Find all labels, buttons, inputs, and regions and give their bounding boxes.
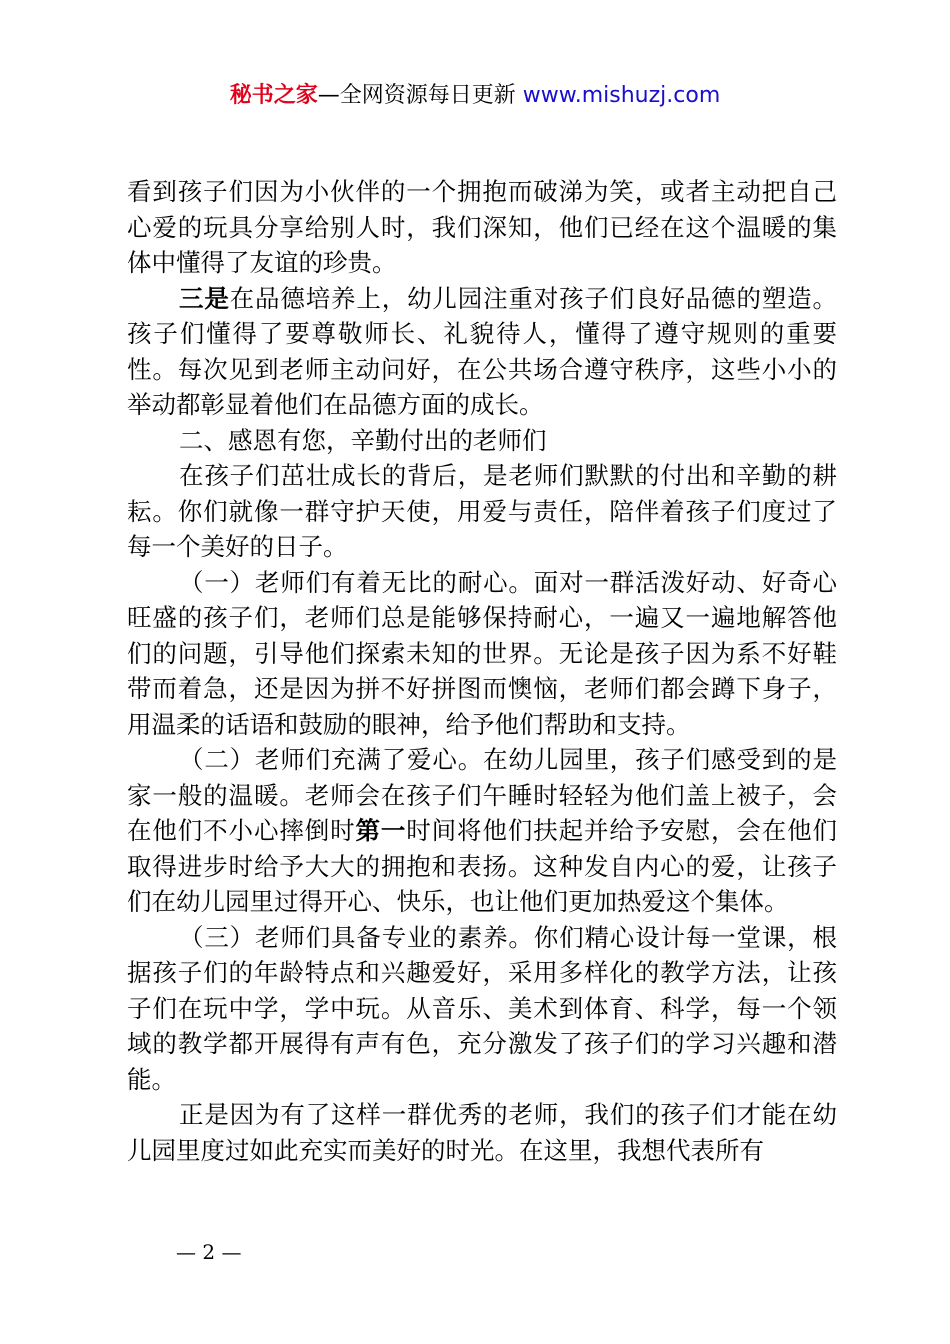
paragraph-friendship: 看到孩子们因为小伙伴的一个拥抱而破涕为笑，或者主动把自己心爱的玩具分享给别人时，我们深知，他们已经在这个温暖的集体中懂得了友谊的珍贵。	[127, 177, 837, 277]
paragraph-teachers-intro: 在孩子们茁壮成长的背后，是老师们默默的付出和辛勤的耕耘。你们就像一群守护天使，用爱与责任，陪伴着孩子们度过了每一个美好的日子。	[127, 461, 837, 561]
page-number: — 2 —	[176, 1240, 242, 1264]
section-heading: 二、感恩有您，辛勤付出的老师们	[179, 425, 547, 455]
paragraph-text: 在品德培养上，幼儿园注重对孩子们良好品德的塑造。孩子们懂得了要尊敬师长、礼貌待人，懂得了遵守规则的重要性。每次见到老师主动问好，在公共场合遵守秩序，这些小小的举动都彰显着他们在品德方面的成长。	[127, 283, 838, 419]
paragraph-text: （二）老师们充满了爱心。在幼儿园里，孩子们感受到的是家一般的温暖。老师会在孩子们午睡时轻轻为他们盖上被子，会在他们不小心摔倒时	[127, 745, 837, 845]
paragraph-text: 时间将他们扶起并给予安慰，会在他们取得进步时给予大大的拥抱和表扬。这种发自内心的爱，让孩子们在幼儿园里过得开心、快乐，也让他们更加热爱这个集体。	[127, 816, 838, 916]
paragraph-professional: （三）老师们具备专业的素养。你们精心设计每一堂课，根据孩子们的年龄特点和兴趣爱好，采用多样化的教学方法，让孩子们在玩中学，学中玩。从音乐、美术到体育、科学，每一个领域的教学都开展得有声有色，充分激发了孩子们的学习兴趣和潜能。	[127, 922, 837, 1094]
document-body	[127, 174, 837, 1168]
paragraph-love	[127, 742, 837, 920]
paragraph-closing: 正是因为有了这样一群优秀的老师，我们的孩子们才能在幼儿园里度过如此充实而美好的时光。在这里，我想代表所有	[127, 1100, 837, 1165]
paragraph-character	[127, 281, 837, 423]
bold-emphasis: 第一	[355, 816, 407, 845]
brand-name: 秘书之家	[229, 83, 318, 108]
page-header	[0, 80, 950, 112]
paragraph-patience: （一）老师们有着无比的耐心。面对一群活泼好动、好奇心旺盛的孩子们，老师们总是能够保持耐心，一遍又一遍地解答他们的问题，引导他们探索未知的世界。无论是孩子因为系不好鞋带而着急，还是因为拼不好拼图而懊恼，老师们都会蹲下身子，用温柔的话语和鼓励的眼神，给予他们帮助和支持。	[127, 567, 837, 739]
website-link[interactable]: www.mishuzj.com	[522, 83, 721, 108]
paragraph-lead-bold: 三是	[179, 283, 230, 313]
header-tagline: —全网资源每日更新	[317, 83, 523, 108]
